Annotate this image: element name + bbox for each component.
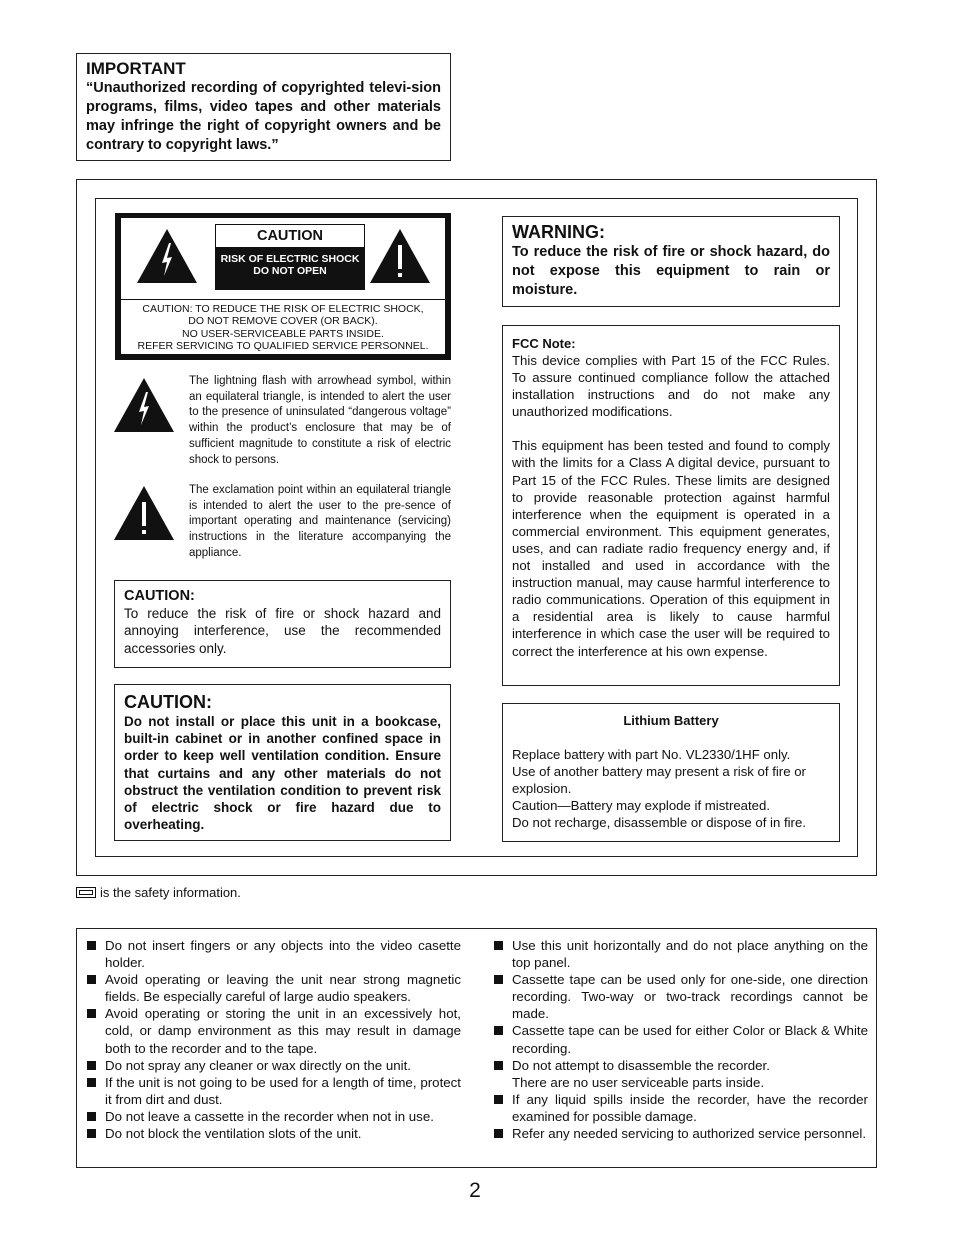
lightning-symbol-description: The lightning flash with arrowhead symbol, within an equilateral triangle, is intended to alert the user to the presence of uninsulated “dangerous voltage” within the product’s enclosure that may be of sufficient magnitude to constitute a risk of electric shock to persons. <box>189 375 451 466</box>
caution-label-top <box>121 218 445 299</box>
bullet-square-icon <box>494 1026 503 1035</box>
list-item: Cassette tape can be used only for one-side, one direction recording. Two-way or two-track recordings cannot be made. <box>493 971 868 1022</box>
lightning-symbol-icon <box>113 377 175 433</box>
list-item-subtext: There are no user serviceable parts inside. <box>512 1074 765 1090</box>
list-item: Do not leave a cassette in the recorder when not in use. <box>86 1108 461 1125</box>
caution-label-risk <box>216 247 364 289</box>
bullet-square-icon <box>87 1129 96 1138</box>
caution-ventilation-text: Do not install or place this unit in a bookcase, built-in cabinet or in another confined space in order to keep well ventilation condition. Ensure that curtains and any other materials do not obstruct the ventilation condition to prevent risk of electric shock or fire hazard due to overheating. <box>124 714 441 833</box>
caution-label-title-block <box>215 224 365 290</box>
fcc-paragraph-2: This equipment has been tested and found to comply with the limits for a Class A digital device, pursuant to Part 15 of the FCC Rules. These limits are designed to provide reasonable protection against harmful interference when the equipment is operated in a commercial environment. This equipment generates, uses, and can radiate radio frequency energy and, if not installed and used in accordance with the instruction manual, may cause harmful interference to radio communications. Operation of this equipment in a residential area is likely to cause harmful interference in which case the user will be required to correct the interference at his own expense. <box>512 438 830 659</box>
caution-accessories-box <box>114 580 451 668</box>
bullet-square-icon <box>87 1009 96 1018</box>
list-item: Refer any needed servicing to authorized service personnel. <box>493 1125 868 1142</box>
notice-line: CAUTION: TO REDUCE THE RISK OF ELECTRIC SHOCK, <box>142 303 424 315</box>
notice-line: NO USER-SERVICEABLE PARTS INSIDE. <box>182 327 384 340</box>
list-item: Do not block the ventilation slots of the unit. <box>86 1125 461 1142</box>
lightning-warning-icon <box>136 228 198 284</box>
warning-box <box>502 216 840 307</box>
list-item: Use this unit horizontally and do not place anything on the top panel. <box>493 937 868 971</box>
bullet-square-icon <box>494 975 503 984</box>
lithium-line: Caution—Battery may explode if mistreated. <box>512 798 771 814</box>
list-item: If any liquid spills inside the recorder, have the recorder examined for possible damage. <box>493 1091 868 1125</box>
fcc-note-box <box>502 325 840 686</box>
caution-label-notice <box>121 300 445 354</box>
bullet-square-icon <box>87 1078 96 1087</box>
fcc-heading: FCC Note: <box>512 336 576 351</box>
list-item: Do not attempt to disassemble the recorder. There are no user serviceable parts inside. <box>493 1057 868 1091</box>
important-notice <box>76 53 451 161</box>
bullet-square-icon <box>87 1061 96 1070</box>
list-item: Do not spray any cleaner or wax directly on the unit. <box>86 1057 461 1074</box>
safety-info-legend <box>76 884 241 902</box>
list-item: If the unit is not going to be used for a length of time, protect it from dirt and dust. <box>86 1074 461 1108</box>
bullet-square-icon <box>494 1129 503 1138</box>
bullet-square-icon <box>87 975 96 984</box>
precautions-box <box>76 928 877 1168</box>
warning-text: To reduce the risk of fire or shock hazard, do not expose this equipment to rain or moisture. <box>512 244 830 298</box>
bullet-square-icon <box>494 941 503 950</box>
lithium-battery-box <box>502 703 840 842</box>
notice-line: DO NOT REMOVE COVER (OR BACK). <box>188 315 378 328</box>
risk-line-1: RISK OF ELECTRIC SHOCK <box>220 253 360 265</box>
exclamation-symbol-description: The exclamation point within an equilateral triangle is intended to alert the user to the pre-sence of important operating and maintenance (servicing) instructions in the literature accompanying the appliance. <box>189 484 451 559</box>
caution-label-title: CAUTION <box>216 225 364 247</box>
exclamation-symbol-icon <box>113 485 175 541</box>
list-item: Avoid operating or leaving the unit near strong magnetic fields. Be especially careful of large audio speakers. <box>86 971 461 1005</box>
important-heading: IMPORTANT <box>86 59 186 78</box>
safety-info-legend-text: is the safety information. <box>100 885 241 900</box>
bullet-square-icon <box>87 941 96 950</box>
lithium-heading: Lithium Battery <box>623 713 719 728</box>
warning-heading: WARNING: <box>512 222 605 242</box>
list-item: Cassette tape can be used for either Color or Black & White recording. <box>493 1022 868 1056</box>
caution-ventilation-box <box>114 684 451 841</box>
bullet-square-icon <box>494 1061 503 1070</box>
page-number: 2 <box>469 1179 481 1202</box>
list-item: Do not insert fingers or any objects into the video casette holder. <box>86 937 461 971</box>
caution-accessories-heading: CAUTION: <box>124 588 195 604</box>
exclamation-warning-icon <box>369 228 431 284</box>
bullet-square-icon <box>87 1112 96 1121</box>
list-item: Avoid operating or storing the unit in an excessively hot, cold, or damp environment as this may result in damage both to the recorder and to the tape. <box>86 1005 461 1056</box>
risk-line-2: DO NOT OPEN <box>253 265 327 277</box>
caution-ventilation-heading: CAUTION: <box>124 692 212 712</box>
lithium-line: Replace battery with part No. VL2330/1HF only. <box>512 747 791 762</box>
fcc-paragraph-1: This device complies with Part 15 of the FCC Rules. To assure continued compliance follow the attached installation instructions and do not make any unauthorized modifications. <box>512 353 830 420</box>
safety-info-icon <box>76 887 96 898</box>
important-text: “Unauthorized recording of copyrighted televi-sion programs, films, video tapes and other materials may infringe the right of copyright owners and be contrary to copyright laws.” <box>86 80 441 153</box>
bullet-square-icon <box>494 1095 503 1104</box>
lithium-line: Do not recharge, disassemble or dispose of in fire. <box>512 815 806 831</box>
precautions-left-column <box>86 937 461 1142</box>
caution-accessories-text: To reduce the risk of fire or shock hazard and annoying interference, use the recommended accessories only. <box>124 606 441 656</box>
lithium-line: Use of another battery may present a risk of fire or explosion. <box>512 764 806 797</box>
notice-line: REFER SERVICING TO QUALIFIED SERVICE PERSONNEL. <box>137 339 429 352</box>
precautions-right-column <box>493 937 868 1142</box>
caution-label <box>115 213 451 360</box>
